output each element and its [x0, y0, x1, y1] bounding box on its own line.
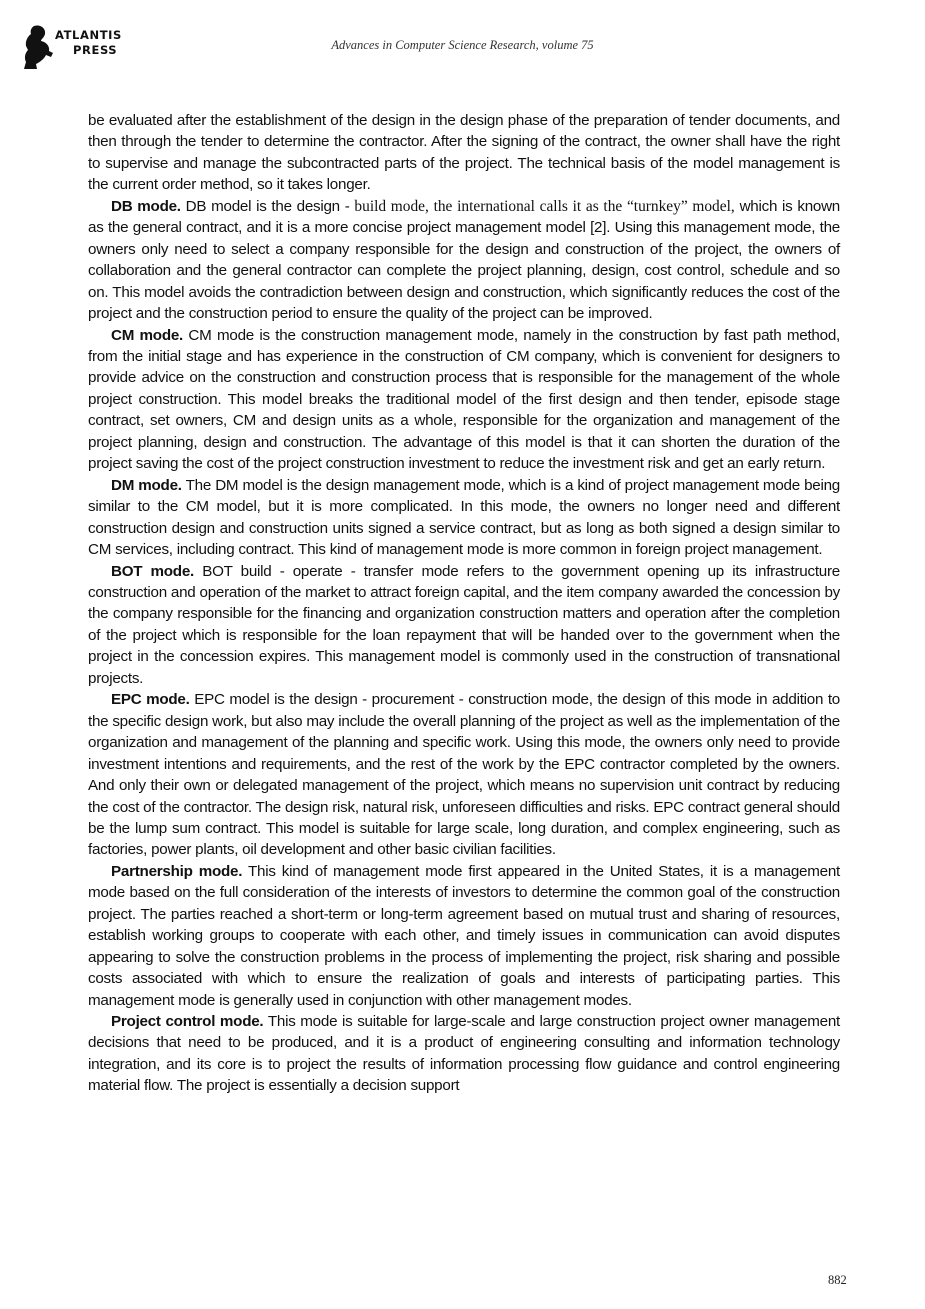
partnership-mode-heading: Partnership mode. [111, 862, 243, 880]
db-mode-text-c: which is known as the general contract, and it is a more concise project management model [2]. Using this management mode, the owners only need to select a company responsible for the design and construction of the project, the owners of collaboration and the general contractor can complete the project planning, design, cost control, schedule and so on. This model avoids the contradiction between design and construction, which significantly reduces the cost of the project and the construction period to ensure the quality of the project can be improved. [88, 197, 841, 323]
dm-mode-text: The DM model is the design management mode, which is a kind of project management mode being similar to the CM model, but it is more complicated. In this mode, the owners no longer need and different construction design and construction units signed a service contract, but as long as both signed a design similar to CM services, including contract. This kind of management mode is more common in foreign project management. [88, 476, 840, 559]
epc-mode-heading: EPC mode. [111, 691, 190, 709]
db-mode-text-a: DB model is the design - [180, 197, 355, 215]
paragraph-dm-mode [88, 475, 840, 561]
project-control-mode-text: This mode is suitable for large-scale and large construction project owner management decisions that need to be produced, and it is a product of engineering consulting and information technology integration, and its core is to project the results of information processing flow guidance and control engineering material flow. The project is essentially a decision support [88, 1013, 840, 1095]
page-number: 882 [828, 1273, 847, 1287]
bot-mode-heading: BOT mode. [111, 562, 195, 580]
running-head: Advances in Computer Science Research, volume 75 [331, 38, 594, 52]
partnership-mode-text: This kind of management mode first appeared in the United States, it is a management mode based on the full consideration of the interests of investors to determine the common goal of the construction project. The parties reached a short-term or long-term agreement based on mutual trust and sharing of resources, establish working groups to cooperate with each other, and timely issues in communication can avoid disputes appearing to solve the construction problems in the process of implementing the project, risk sharing and possible costs associated with which to ensure the realization of goals and interests of participating parties. This management mode is generally used in conjunction with other management modes. [88, 862, 841, 1009]
dm-mode-heading: DM mode. [111, 476, 182, 494]
paragraph-db-mode [88, 196, 840, 325]
article-body [88, 110, 840, 1097]
paragraph-partnership-mode [88, 861, 840, 1011]
paragraph-continuation: be evaluated after the establishment of the design in the design phase of the preparation of tender documents, and then through the tender to determine the contractor. After the signing of the contract, the owner shall have the right to supervise and manage the subcontracted parts of the project. The technical basis of the model management is the current order method, so it takes longer. [88, 112, 840, 194]
epc-mode-text: EPC model is the design - procurement - construction mode, the design of this mode in addition to the specific design work, but also may include the overall planning of the project as well as the implementation of the organization and management of the planning and specific work. Using this mode, the owners only need to provide investment intentions and requirements, and the rest of the work by the EPC contractor completed by the owners. And only their own or delegated management of the project, which means no supervision unit contract by reducing the cost of the contractor. The design risk, natural risk, unforeseen difficulties and risks. EPC contract general should be the lump sum contract. This model is suitable for large scale, long duration, and complex engineering, such as factories, power plants, oil development and other basic civilian facilities. [88, 691, 840, 859]
db-mode-heading: DB mode. [111, 197, 181, 215]
db-mode-text-b: build mode, the international calls it as the “turnkey” model, [354, 197, 735, 215]
cm-mode-text: CM mode is the construction management mode, namely in the construction by fast path method, from the initial stage and has experience in the construction of CM company, which is convenient for designers to provide advice on the construction and construction process that is responsible for the management of the whole project construction. This model breaks the traditional model of the first design and then tender, episode stage contract, set owners, CM and design units as a whole, responsible for the organization and management of the project planning, design and construction. The advantage of this model is that it can shorten the duration of the project saving the cost of the project construction investment to reduce the investment risk and get an early return. [88, 326, 840, 473]
project-control-mode-heading: Project control mode. [111, 1013, 264, 1031]
paragraph-project-control-mode [88, 1011, 840, 1097]
publisher-name-line1: ATLANTIS [55, 28, 122, 42]
paragraph-cm-mode [88, 325, 840, 475]
paragraph-epc-mode [88, 689, 840, 861]
bot-mode-text: BOT build - operate - transfer mode refers to the government opening up its infrastructure construction and operation of the market to attract foreign capital, and the item company awarded the concession by the company responsible for the financing and organization construction matters and operation after the completion of the project which is responsible for the loan repayment that will be handed over to the government when the project in the concession expires. This management model is commonly used in the construction of transnational projects. [88, 562, 840, 687]
cm-mode-heading: CM mode. [111, 326, 184, 344]
paragraph-bot-mode [88, 561, 840, 690]
publisher-name-line2: PRESS [73, 43, 118, 57]
